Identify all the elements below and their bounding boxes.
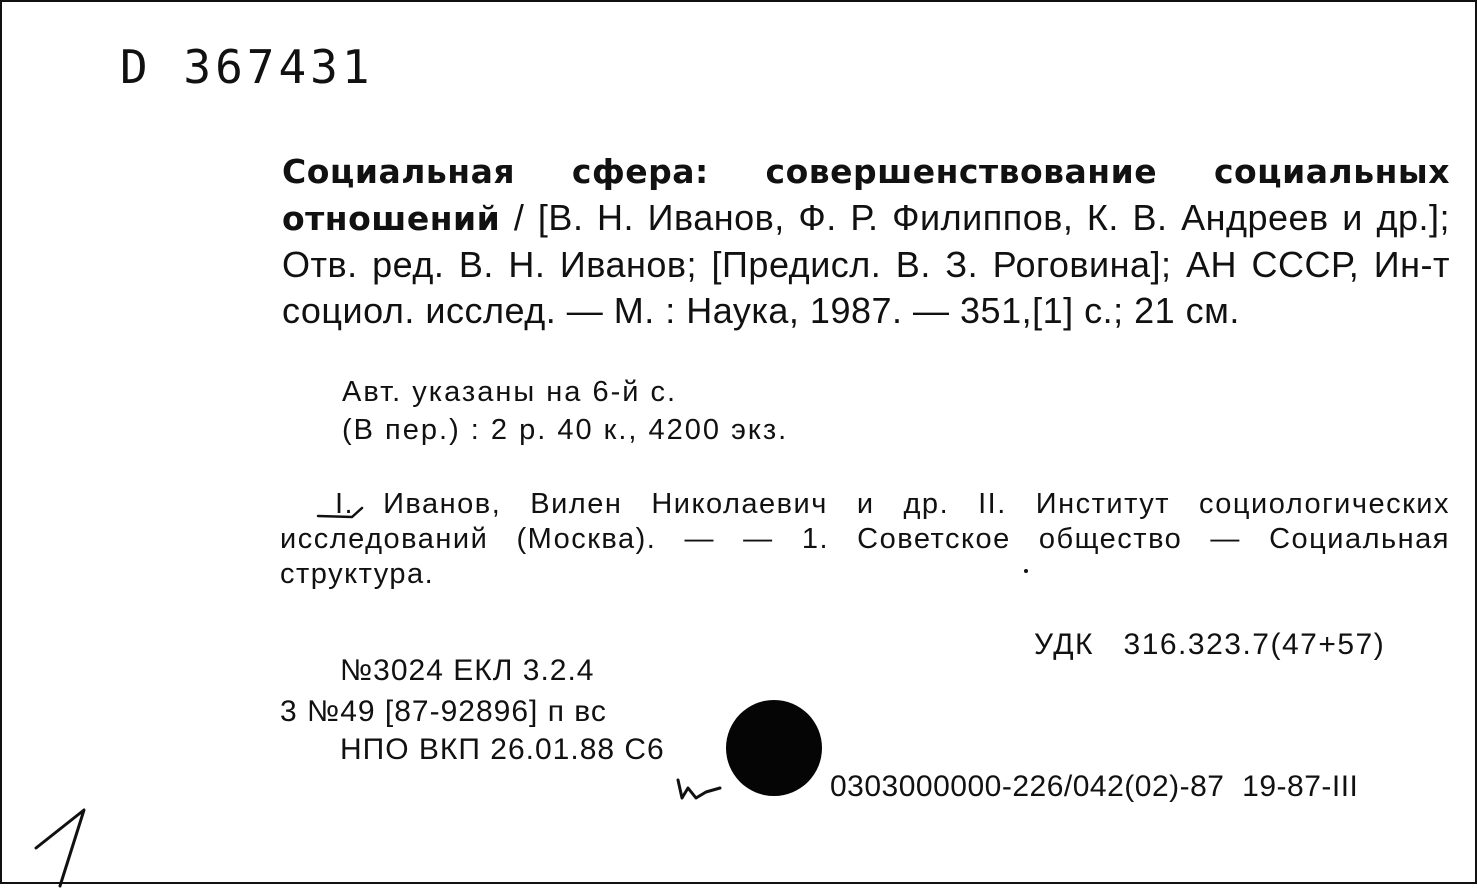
note-price: (В пер.) : 2 р. 40 к., 4200 экз. <box>342 414 789 446</box>
tech-line-3: НПО ВКП 26.01.88 С6 <box>340 733 665 766</box>
tech-line-2: 3 №49 [87-92896] п вс <box>280 695 607 728</box>
shelfmark: D 367431 <box>120 40 374 94</box>
handwritten-number <box>36 810 84 886</box>
entry-title: Социальная сфера: совершенствование социальных отношений <box>282 152 1450 238</box>
isbn-line: 0303000000-226/042(02)-87 19-87-III <box>830 770 1359 803</box>
pen-scribble <box>678 780 720 798</box>
udc-classification: УДК 316.323.7(47+57) <box>1034 628 1386 661</box>
tracings: I. Иванов, Вилен Николаевич и др. II. Институт социологических исследований (Москва). — — 1. Советское общество — Социальная структура. <box>280 488 1450 590</box>
note-authors: Авт. указаны на 6-й с. <box>342 376 678 408</box>
tech-line-1: №3024 ЕКЛ 3.2.4 <box>340 654 595 687</box>
punch-hole <box>726 700 822 796</box>
entry-body: / [В. Н. Иванов, Ф. Р. Филиппов, К. В. Андреев и др.]; Отв. ред. В. Н. Иванов; [Предисл. В. З. Роговина]; АН СССР, Ин-т социол. исслед. — М. : Наука, 1987. — 351,[1] с.; 21 см. <box>282 197 1450 331</box>
bibliographic-entry <box>282 148 1450 334</box>
